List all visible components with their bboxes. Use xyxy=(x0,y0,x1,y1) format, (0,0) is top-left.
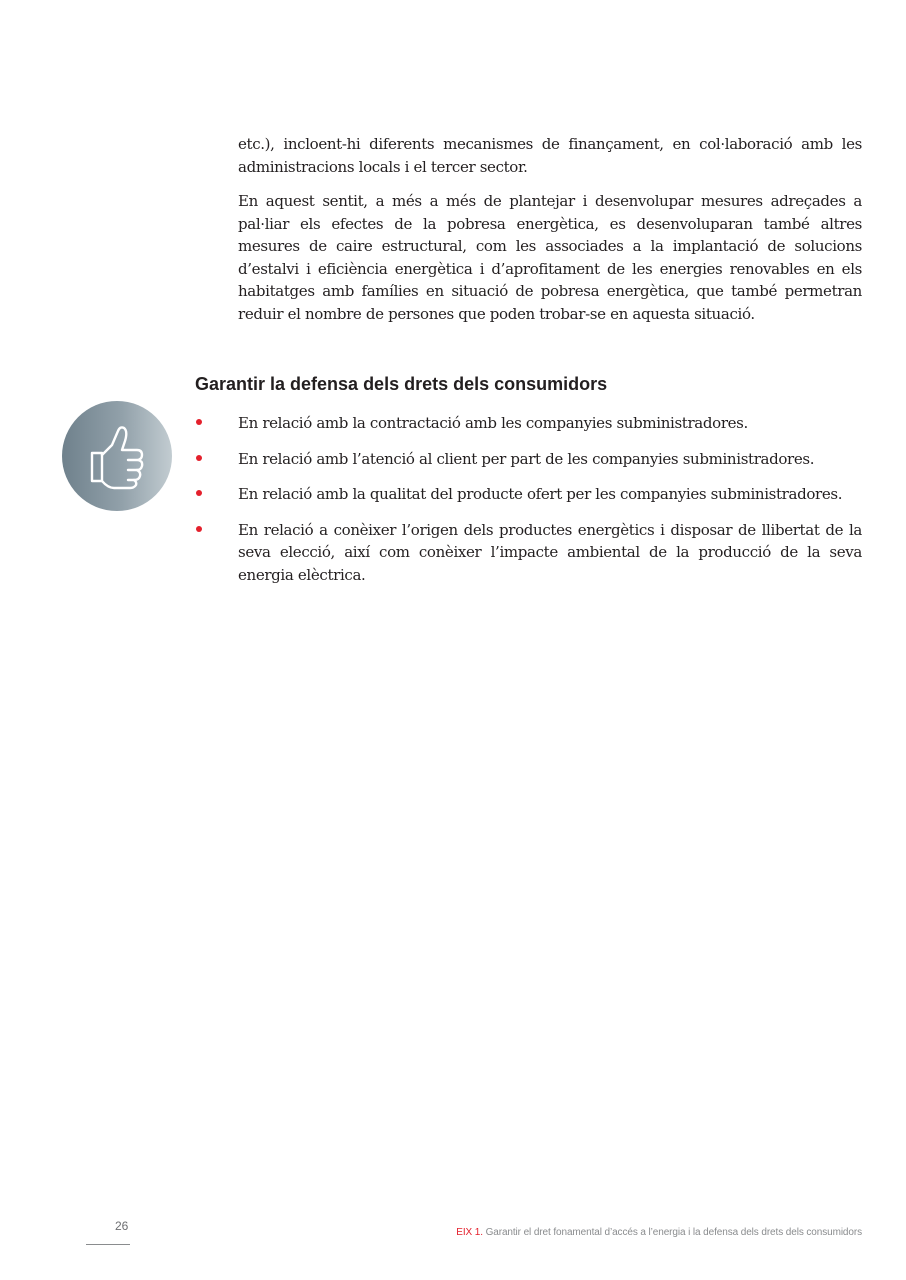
list-item xyxy=(195,483,862,506)
thumbs-up-badge xyxy=(62,401,172,511)
bullet-list xyxy=(195,412,862,600)
thumbs-up-icon xyxy=(62,401,172,511)
footer-title: Garantir el dret fonamental d’accés a l’energia i la defensa dels drets dels consumidors xyxy=(482,1227,862,1238)
bullet-dot xyxy=(196,526,202,532)
list-item xyxy=(195,412,862,435)
bullet-dot xyxy=(196,419,202,425)
body-paragraph-1: etc.), incloent-hi diferents mecanismes de finançament, en col·laboració amb les administracions locals i el tercer sector. xyxy=(238,135,862,176)
list-item-text: En relació amb la qualitat del producte ofert per les companyies subministradores. xyxy=(238,485,843,504)
page-number-rule xyxy=(86,1244,130,1245)
running-footer xyxy=(456,1227,862,1238)
bullet-dot xyxy=(196,490,202,496)
list-item-text: En relació amb l’atenció al client per part de les companyies subministradores. xyxy=(238,449,815,468)
list-item xyxy=(195,519,862,587)
footer-axis-label: EIX 1. xyxy=(456,1227,483,1238)
body-paragraph-2: En aquest sentit, a més a més de plantejar i desenvolupar mesures adreçades a pal·liar els efectes de la pobresa energètica, es desenvoluparan també altres mesures de caire estructural, com les associades a la implantació de solucions d’estalvi i eficiència energètica i d’aprofitament de les energies renovables en els habitatges amb famílies en situació de pobresa energètica, que també permetran reduir el nombre de persones que poden trobar-se en aquesta situació. xyxy=(238,192,862,323)
list-item-text: En relació a conèixer l’origen dels productes energètics i disposar de llibertat de la seva elecció, així com conèixer l’impacte ambiental de la producció de la seva energia elèctrica. xyxy=(238,520,862,584)
section-heading: Garantir la defensa dels drets dels consumidors xyxy=(195,374,608,394)
page-number: 26 xyxy=(115,1219,129,1233)
list-item xyxy=(195,448,862,471)
bullet-dot xyxy=(196,455,202,461)
list-item-text: En relació amb la contractació amb les companyies subministradores. xyxy=(238,414,748,432)
